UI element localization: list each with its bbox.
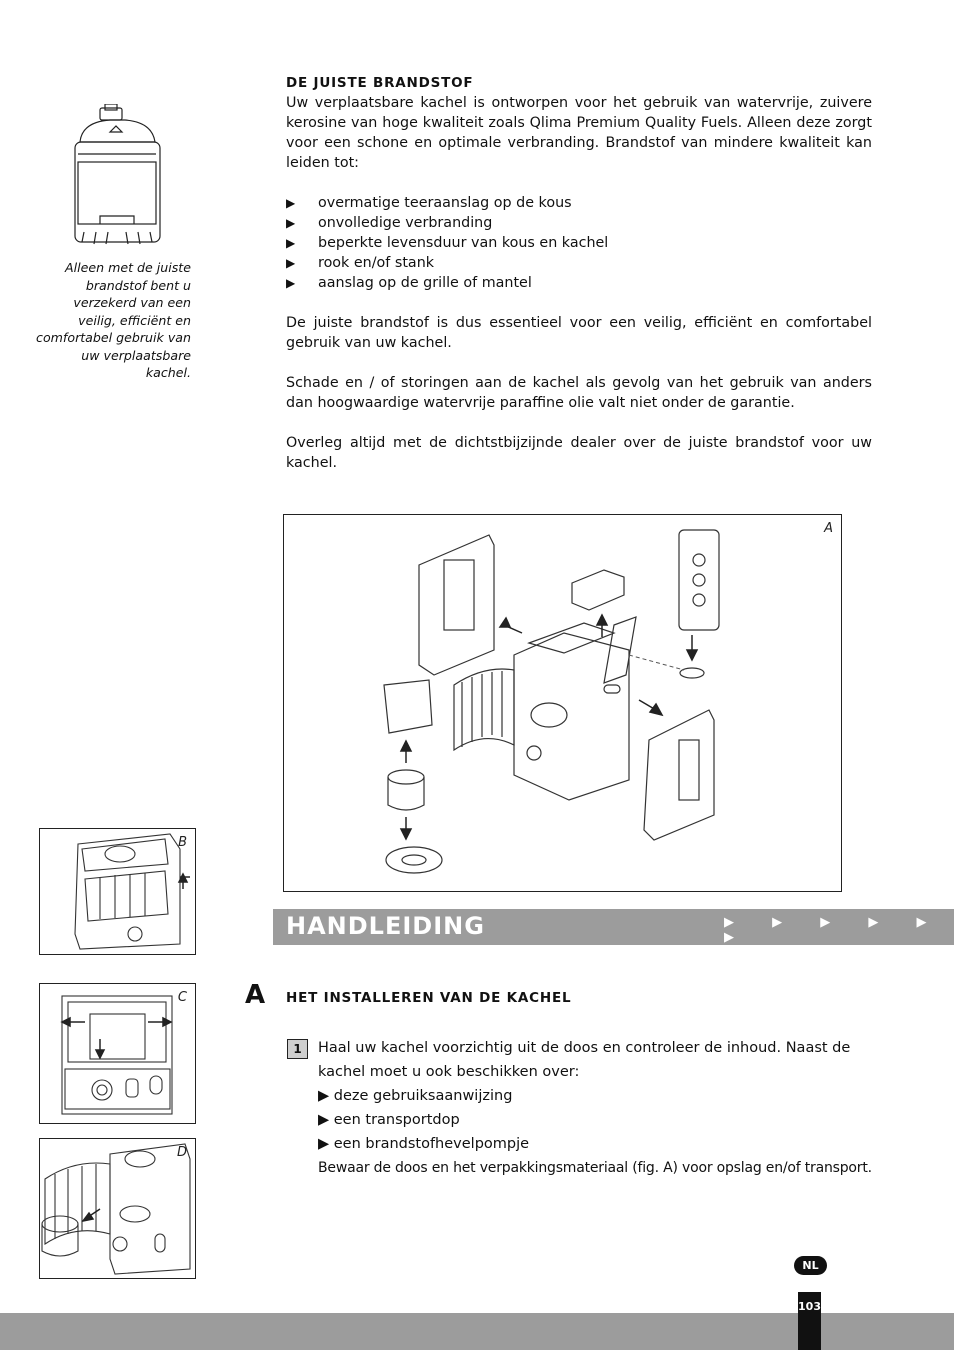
- section-letter: A: [245, 980, 266, 1010]
- step-line-2: kachel moet u ook beschikken over:: [318, 1064, 580, 1080]
- banner-arrows-icon: ▶ ▶ ▶ ▶ ▶ ▶: [724, 915, 944, 945]
- step-line-1: Haal uw kachel voorzichtig uit de doos en controleer de inhoud. Naast de: [318, 1040, 851, 1056]
- figure-d-illustration: [39, 1138, 196, 1279]
- bullet-arrow-icon: ▶: [286, 256, 296, 270]
- fuel-paragraph-dealer: Overleg altijd met de dichtstbijzijnde dealer over de juiste brandstof voor uw kachel.: [286, 435, 872, 471]
- figure-c-label: C: [177, 990, 187, 1005]
- fuel-can-caption: Alleen met de juiste brandstof bent u verzekerd van een veilig, efficiënt en comfortabel gebruik van uw verplaatsbare kachel.: [36, 260, 191, 380]
- bullet-arrow-icon: ▶: [286, 236, 296, 250]
- list-item: ▶ aanslag op de grille of mantel: [286, 275, 532, 291]
- step-number: 1: [287, 1039, 308, 1059]
- fuel-paragraph-essential: De juiste brandstof is dus essentieel voor een veilig, efficiënt en comfortabel gebruik van uw kachel.: [286, 315, 872, 351]
- step-1-content: [318, 1036, 878, 1180]
- language-badge: NL: [794, 1256, 827, 1275]
- figure-a-label: A: [824, 521, 833, 536]
- fuel-problems-list: [286, 193, 872, 293]
- list-item: ▶ een transportdop: [318, 1112, 460, 1128]
- list-item: ▶ een brandstofhevelpompje: [318, 1136, 530, 1152]
- list-item: ▶ beperkte levensduur van kous en kachel: [286, 235, 609, 251]
- list-item: ▶ overmatige teeraanslag op de kous: [286, 195, 572, 211]
- fuel-paragraph-warranty: Schade en / of storingen aan de kachel als gevolg van het gebruik van anders dan hoogwaardige watervrije paraffine olie valt niet onder de garantie.: [286, 375, 872, 411]
- page-number: 103: [798, 1292, 821, 1350]
- figure-d-label: D: [176, 1145, 187, 1160]
- fuel-can-illustration: [70, 104, 165, 249]
- list-item: ▶ rook en/of stank: [286, 255, 435, 271]
- section-heading-fuel: DE JUISTE BRANDSTOF: [286, 75, 474, 91]
- figure-b-label: B: [178, 835, 187, 850]
- list-item: ▶ deze gebruiksaanwijzing: [318, 1088, 513, 1104]
- fuel-intro-paragraph: Uw verplaatsbare kachel is ontworpen voor het gebruik van watervrije, zuivere kerosine van hoge kwaliteit zoals Qlima Premium Quality Fuels. Alleen deze zorgt voor een schone en optimale verbranding. Brandstof van mindere kwaliteit kan leiden tot:: [286, 95, 872, 171]
- step-note: Bewaar de doos en het verpakkingsmateriaal (fig. A) voor opslag en/of transport.: [318, 1160, 872, 1176]
- banner-title: HANDLEIDING: [286, 912, 485, 940]
- section-heading-install: HET INSTALLEREN VAN DE KACHEL: [286, 990, 572, 1006]
- bullet-arrow-icon: ▶: [286, 276, 296, 290]
- bullet-arrow-icon: ▶: [286, 196, 296, 210]
- figure-b-illustration: [39, 828, 196, 955]
- list-item: ▶ onvolledige verbranding: [286, 215, 493, 231]
- bullet-arrow-icon: ▶: [286, 216, 296, 230]
- figure-a-exploded-view: [283, 514, 842, 892]
- figure-c-illustration: [39, 983, 196, 1124]
